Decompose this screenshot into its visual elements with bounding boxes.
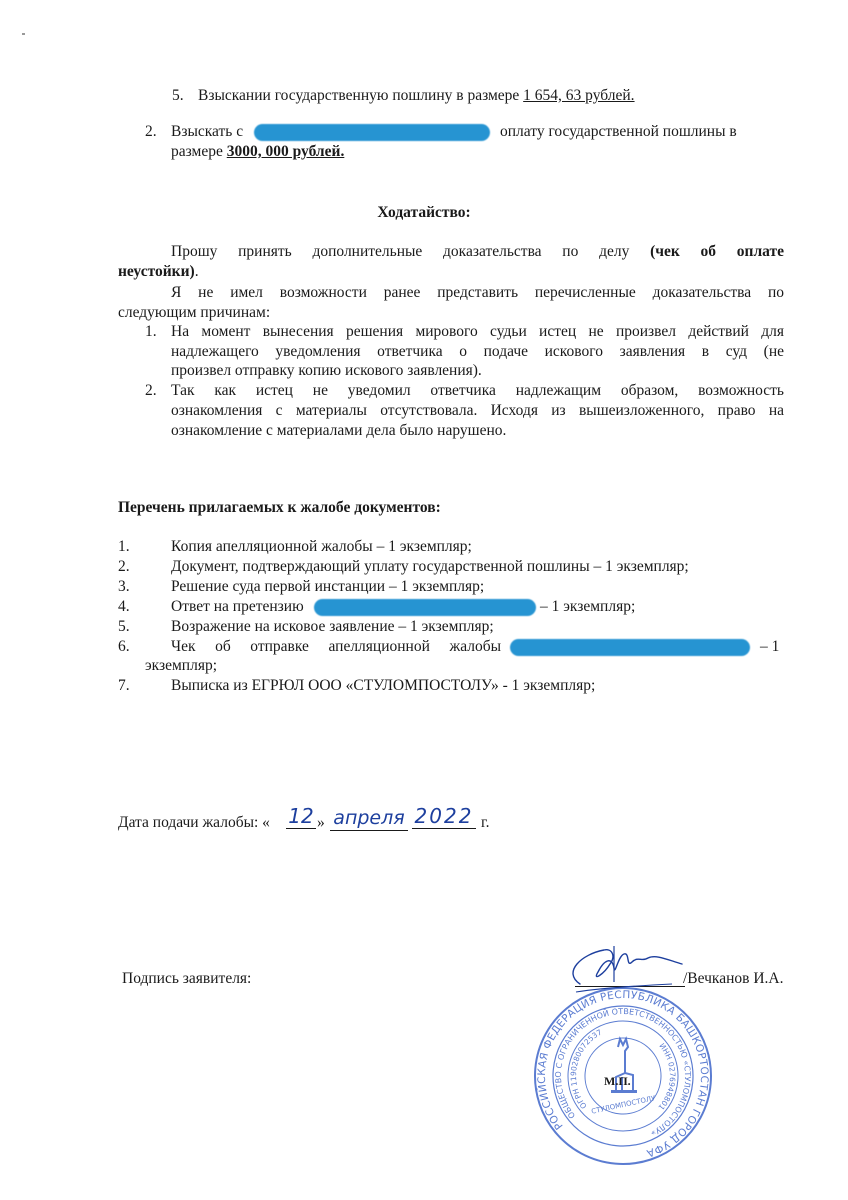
petition-p1-line1: Прошу принять дополнительные доказательства по делу (чек об оплате: [171, 243, 785, 260]
reason-2-line1: Так как истец не уведомил ответчика надлежащим образом, возможность: [171, 382, 784, 399]
redaction-mark: [510, 639, 750, 656]
claim-5-text: Взыскании государственную пошлину в размере 1 654, 63 рублей.: [198, 87, 635, 104]
attachment-5-number: 5.: [118, 618, 130, 635]
petition-heading: Ходатайство:: [377, 204, 471, 221]
petition-p1-line2: неустойки).: [118, 263, 199, 280]
stamp-mp-label: М.П.: [604, 1074, 631, 1088]
reason-1-line2: надлежащего уведомления ответчика о подаче искового заявления в суд (не: [171, 343, 784, 360]
attachment-1-text: Копия апелляционной жалобы – 1 экземпляр;: [171, 538, 472, 555]
claim-5-amount: 1 654, 63 рублей.: [523, 87, 635, 104]
petition-p2-line1: Я не имел возможности ранее представить перечисленные доказательства по: [171, 284, 784, 301]
attachment-3-number: 3.: [118, 578, 130, 595]
filing-date-close-quote: »: [317, 814, 325, 831]
claim-2-line2: размере 3000, 000 рублей.: [171, 143, 345, 160]
attachments-heading: Перечень прилагаемых к жалобе документов:: [118, 499, 441, 516]
attachment-6-number: 6.: [118, 638, 130, 655]
redaction-mark: [254, 124, 490, 141]
claim-2-prefix: Взыскать с: [171, 123, 244, 140]
claim-2-suffix: оплату государственной пошлины в: [500, 123, 737, 140]
seal-center-text: СТУЛОМПОСТОЛУ: [590, 1094, 657, 1116]
attachment-3-text: Решение суда первой инстанции – 1 экземпляр;: [171, 578, 485, 595]
signer-name: /Вечканов И.А.: [683, 970, 784, 987]
petition-p2-line2: следующим причинам:: [118, 304, 271, 321]
attachment-7-number: 7.: [118, 677, 130, 694]
filing-date-suffix: г.: [481, 814, 490, 831]
attachment-2-number: 2.: [118, 558, 130, 575]
scan-speck: [22, 33, 25, 35]
seal-ogrn: ОГРН 1190280072537: [568, 1027, 604, 1111]
claim-2-amount: 3000, 000 рублей.: [226, 143, 345, 160]
signature-label: Подпись заявителя:: [122, 970, 252, 987]
attachment-4-text-after: – 1 экземпляр;: [540, 598, 636, 615]
claim-2-number: 2.: [145, 123, 157, 140]
attachment-4-text-before: Ответ на претензию: [171, 598, 304, 615]
attachment-7-text: Выписка из ЕГРЮЛ ООО «СТУЛОМПОСТОЛУ» - 1 экземпляр;: [171, 677, 596, 694]
reason-2-line3: ознакомление с материалами дела было нарушено.: [171, 422, 507, 439]
filing-date-day: 12: [286, 804, 316, 829]
reason-1-line3: произвел отправку копию искового заявления).: [171, 362, 482, 379]
attachment-6-line2: экземпляр;: [145, 657, 218, 674]
filing-date-year: 2022: [412, 804, 476, 829]
claim-5-number: 5.: [172, 87, 184, 104]
attachment-6-text-after: – 1: [760, 638, 780, 655]
attachment-6-text-before: Чек об отправке апелляционной жалобы: [171, 638, 501, 655]
seal-mid-text: ОБЩЕСТВО С ОГРАНИЧЕННОЙ ОТВЕТСТВЕННОСТЬЮ «СТУЛОМПОСТОЛУ»: [553, 1006, 693, 1139]
seal-outer-text: РОССИЙСКАЯ ФЕДЕРАЦИЯ РЕСПУБЛИКА БАШКОРТОСТАН ГОРОД УФА: [535, 988, 711, 1160]
reason-1-line1: На момент вынесения решения мирового судьи истец не произвел действий для: [171, 323, 784, 340]
reason-2-number: 2.: [145, 382, 157, 399]
attachment-2-text: Документ, подтверждающий уплату государственной пошлины – 1 экземпляр;: [171, 558, 689, 575]
redaction-mark: [314, 599, 536, 616]
filing-date-label: Дата подачи жалобы: «: [118, 814, 270, 831]
handwritten-signature: [552, 942, 702, 1002]
attachment-5-text: Возражение на исковое заявление – 1 экземпляр;: [171, 618, 494, 635]
filing-date-month: апреля: [330, 806, 408, 831]
reason-1-number: 1.: [145, 323, 157, 340]
reason-2-line2: ознакомления с материалы отсутствовала. Исходя из вышеизложенного, право на: [171, 402, 784, 419]
attachment-4-number: 4.: [118, 598, 130, 615]
attachment-1-number: 1.: [118, 538, 130, 555]
seal-inn: ИНН 0276948801: [656, 1041, 678, 1112]
